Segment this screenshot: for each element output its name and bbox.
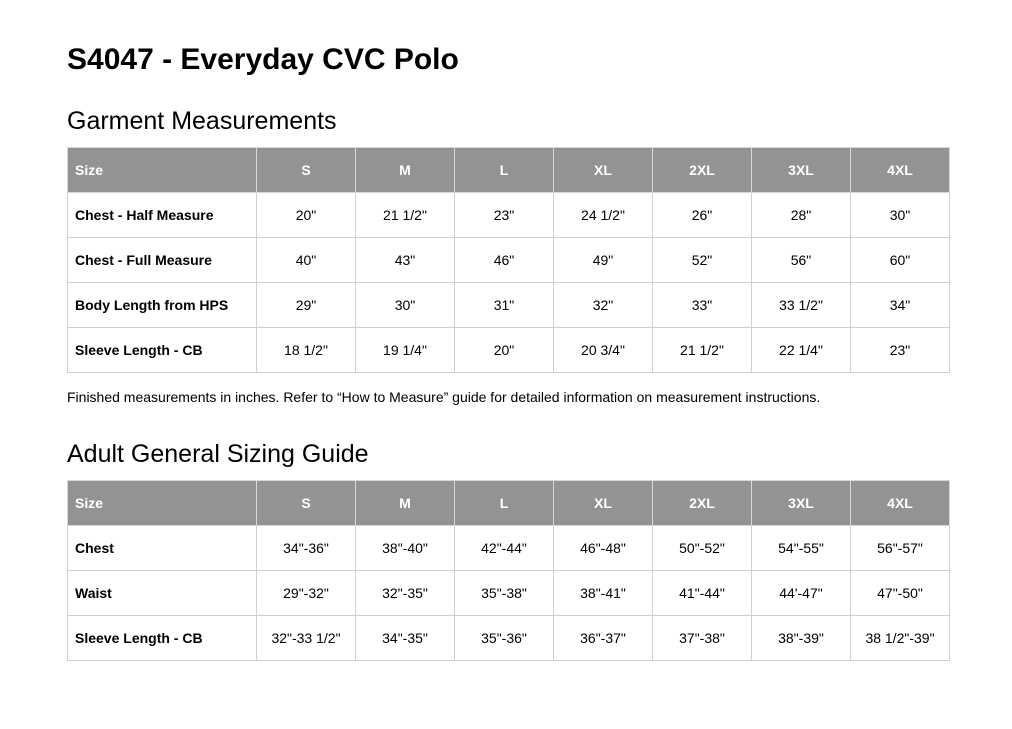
column-header-3xl: 3XL <box>752 481 851 526</box>
table-cell: 38 1/2"-39" <box>851 616 950 661</box>
column-header-l: L <box>455 148 554 193</box>
table-cell: 26" <box>653 193 752 238</box>
table-cell: 50"-52" <box>653 526 752 571</box>
table-cell: 52" <box>653 238 752 283</box>
table-cell: 28" <box>752 193 851 238</box>
table-row <box>68 616 950 661</box>
column-header-3xl: 3XL <box>752 148 851 193</box>
table-header-row <box>68 481 950 526</box>
table-cell: 34"-36" <box>257 526 356 571</box>
table-cell: 35"-36" <box>455 616 554 661</box>
garment-measurements-heading: Garment Measurements <box>67 107 337 135</box>
table-cell: 35"-38" <box>455 571 554 616</box>
table-cell: 44'-47" <box>752 571 851 616</box>
page-title: S4047 - Everyday CVC Polo <box>67 43 459 76</box>
column-header-2xl: 2XL <box>653 481 752 526</box>
table-cell: 32"-35" <box>356 571 455 616</box>
column-header-size: Size <box>68 481 257 526</box>
table-cell: 54"-55" <box>752 526 851 571</box>
table-cell: 56" <box>752 238 851 283</box>
table-cell: 41"-44" <box>653 571 752 616</box>
table-cell: 36"-37" <box>554 616 653 661</box>
column-header-4xl: 4XL <box>851 481 950 526</box>
table-cell: 42"-44" <box>455 526 554 571</box>
table-cell: 60" <box>851 238 950 283</box>
measurement-footnote: Finished measurements in inches. Refer to “How to Measure” guide for detailed information on measurement instructions. <box>67 389 821 405</box>
table-cell: 46"-48" <box>554 526 653 571</box>
column-header-4xl: 4XL <box>851 148 950 193</box>
column-header-xl: XL <box>554 148 653 193</box>
table-cell: 38"-39" <box>752 616 851 661</box>
table-cell: 20" <box>455 328 554 373</box>
row-label: Chest - Full Measure <box>68 238 257 283</box>
row-label: Body Length from HPS <box>68 283 257 328</box>
table-cell: 37"-38" <box>653 616 752 661</box>
sizing-guide-table <box>67 480 950 661</box>
table-cell: 38"-41" <box>554 571 653 616</box>
table-cell: 30" <box>851 193 950 238</box>
column-header-l: L <box>455 481 554 526</box>
table-cell: 23" <box>455 193 554 238</box>
table-row <box>68 526 950 571</box>
row-label: Chest - Half Measure <box>68 193 257 238</box>
column-header-size: Size <box>68 148 257 193</box>
table-cell: 18 1/2" <box>257 328 356 373</box>
table-cell: 23" <box>851 328 950 373</box>
column-header-s: S <box>257 148 356 193</box>
table-cell: 34" <box>851 283 950 328</box>
table-row <box>68 571 950 616</box>
table-row <box>68 238 950 283</box>
column-header-2xl: 2XL <box>653 148 752 193</box>
row-label: Chest <box>68 526 257 571</box>
table-cell: 34"-35" <box>356 616 455 661</box>
table-cell: 46" <box>455 238 554 283</box>
table-cell: 31" <box>455 283 554 328</box>
table-cell: 33" <box>653 283 752 328</box>
table-cell: 21 1/2" <box>356 193 455 238</box>
table-cell: 19 1/4" <box>356 328 455 373</box>
table-cell: 40" <box>257 238 356 283</box>
table-cell: 30" <box>356 283 455 328</box>
table-header-row <box>68 148 950 193</box>
table-cell: 20" <box>257 193 356 238</box>
table-row <box>68 328 950 373</box>
column-header-m: M <box>356 481 455 526</box>
column-header-s: S <box>257 481 356 526</box>
table-cell: 21 1/2" <box>653 328 752 373</box>
table-cell: 38"-40" <box>356 526 455 571</box>
table-cell: 33 1/2" <box>752 283 851 328</box>
table-cell: 20 3/4" <box>554 328 653 373</box>
table-cell: 24 1/2" <box>554 193 653 238</box>
table-cell: 47"-50" <box>851 571 950 616</box>
table-row <box>68 283 950 328</box>
table-cell: 29" <box>257 283 356 328</box>
column-header-xl: XL <box>554 481 653 526</box>
table-cell: 43" <box>356 238 455 283</box>
row-label: Sleeve Length - CB <box>68 616 257 661</box>
garment-measurements-table <box>67 147 950 373</box>
column-header-m: M <box>356 148 455 193</box>
table-cell: 49" <box>554 238 653 283</box>
table-cell: 32"-33 1/2" <box>257 616 356 661</box>
table-cell: 32" <box>554 283 653 328</box>
table-cell: 56"-57" <box>851 526 950 571</box>
sizing-guide-heading: Adult General Sizing Guide <box>67 440 369 468</box>
row-label: Waist <box>68 571 257 616</box>
table-cell: 22 1/4" <box>752 328 851 373</box>
table-cell: 29"-32" <box>257 571 356 616</box>
row-label: Sleeve Length - CB <box>68 328 257 373</box>
table-row <box>68 193 950 238</box>
